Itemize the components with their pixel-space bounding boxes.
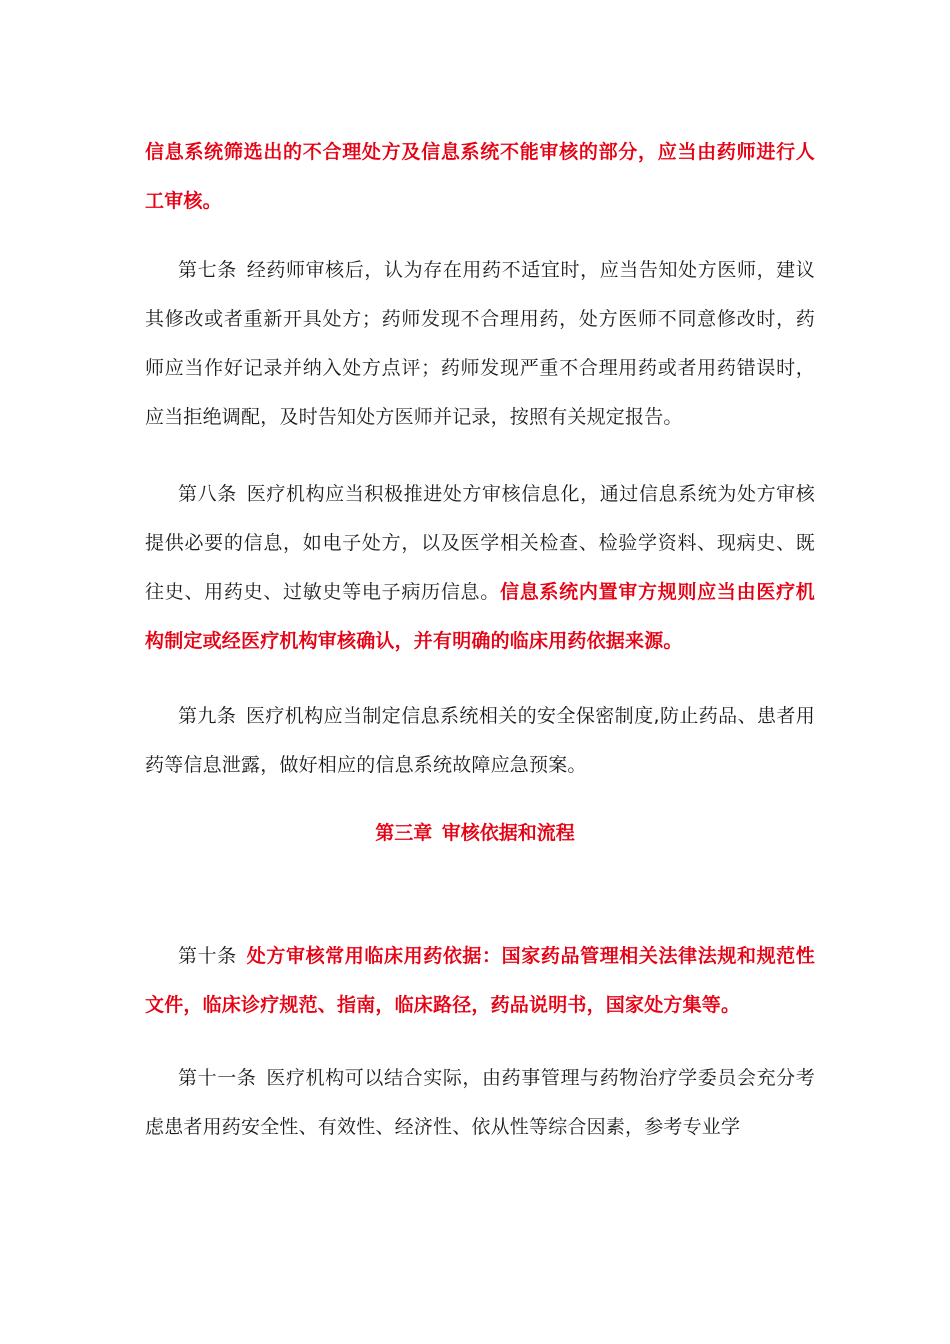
article-10: [145, 932, 815, 1030]
article-label: 第十条: [178, 945, 237, 967]
article-text: 医疗机构可以结合实际，由药事管理与药物治疗学委员会充分考虑患者用药安全性、有效性、经济性、依从性等综合因素，参考专业学: [145, 1067, 815, 1138]
paragraph-continuation: [145, 128, 815, 226]
article-text: 经药师审核后，认为存在用药不适宜时，应当告知处方医师，建议其修改或者重新开具处方；药师发现不合理用药，处方医师不同意修改时，药师应当作好记录并纳入处方点评；药师发现严重不合理用药或者用药错误时，应当拒绝调配，及时告知处方医师并记录，按照有关规定报告。: [145, 259, 815, 428]
article-label: 第十一条: [178, 1067, 257, 1089]
article-8: [145, 470, 815, 666]
article-11: [145, 1054, 815, 1152]
chapter-title: 审核依据和流程: [441, 822, 575, 844]
chapter-heading: [145, 818, 805, 848]
article-label: 第九条: [178, 705, 237, 727]
highlighted-text: 信息系统筛选出的不合理处方及信息系统不能审核的部分，应当由药师进行人工审核。: [145, 141, 815, 212]
chapter-number: 第三章: [375, 822, 433, 844]
article-7: [145, 246, 815, 442]
highlighted-text: 处方审核常用临床用药依据：国家药品管理相关法律法规和规范性文件，临床诊疗规范、指南，临床路径，药品说明书，国家处方集等。: [145, 945, 815, 1016]
article-text: 医疗机构应当积极推进处方审核信息化，通过信息系统为处方审核提供必要的信息，如电子处方，以及医学相关检查、检验学资料、现病史、既往史、用药史、过敏史等电子病历信息。: [145, 483, 815, 603]
article-label: 第七条: [178, 259, 237, 281]
article-text: 医疗机构应当制定信息系统相关的安全保密制度,防止药品、患者用药等信息泄露，做好相应的信息系统故障应急预案。: [145, 705, 815, 776]
article-label: 第八条: [178, 483, 237, 505]
article-9: [145, 692, 815, 790]
highlighted-text: 信息系统内置审方规则应当由医疗机构制定或经医疗机构审核确认，并有明确的临床用药依据来源。: [145, 581, 815, 652]
